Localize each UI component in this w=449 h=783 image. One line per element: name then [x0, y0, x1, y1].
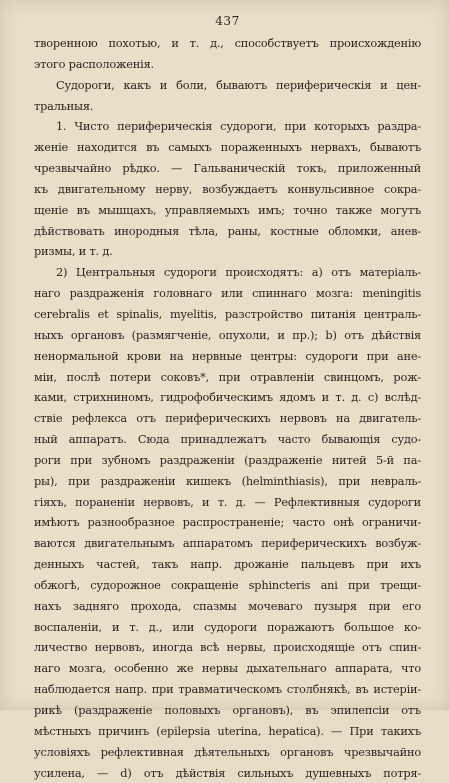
- text-line: условіяхъ рефлективная дѣятельныхъ органовъ чрезвычайно: [34, 744, 421, 759]
- text-line: нахъ задняго прохода, спазмы мочеваго пузыря при его: [34, 598, 421, 613]
- text-line: обжогѣ, судорожное сокращеніе sphincteris ani при трещи-: [34, 577, 421, 592]
- text-line: ками, стрихниномъ, гидрофобическимъ ядомъ и т. д. c) вслѣд-: [34, 390, 421, 405]
- text-line: ныхъ органовъ (размягченіе, опухоли, и пр.); b) отъ дѣйствія: [34, 327, 421, 342]
- text-line: имѣютъ разнообразное распространеніе; часто онѣ ограничи-: [34, 515, 421, 530]
- text-line: къ двигательному нерву, возбуждаетъ конвульсивное сокра-: [34, 181, 421, 196]
- text-line: наго раздраженія головнаго или спиннаго мозга: meningitis: [34, 286, 421, 301]
- text-line: Судороги, какъ и боли, бываютъ периферическія и цен-: [56, 77, 421, 92]
- text-line: ствіе рефлекса отъ периферическихъ нервовъ на двигатель-: [34, 411, 421, 426]
- text-line: мѣстныхъ причинъ (epilepsia uterina, hepatica). — При такихъ: [34, 723, 421, 738]
- text-line: личество нервовъ, иногда всѣ нервы, происходящіе отъ спин-: [34, 640, 421, 655]
- body-text: [34, 33, 421, 783]
- text-line: ризмы, и т. д.: [34, 244, 113, 259]
- text-line: рикѣ (раздраженіе половыхъ органовъ), въ эпилепсіи отъ: [34, 703, 421, 717]
- text-line: женіе находится въ самыхъ пораженныхъ нервахъ, бываютъ: [34, 140, 421, 155]
- text-line: гіяхъ, пораненіи нервовъ, и т. д. — Рефлективныя судороги: [34, 494, 421, 509]
- text-line: ный аппаратъ. Сюда принадлежатъ часто бывающія судо-: [34, 432, 421, 447]
- text-line: дѣйствовать инородныя тѣла, раны, костные обломки, анев-: [34, 223, 421, 238]
- text-line: cerebralis et spinalis, myelitis, разстройство питанія централь-: [34, 306, 421, 321]
- text-line: наблюдается напр. при травматическомъ столбнякѣ, въ истеріи-: [34, 682, 421, 697]
- text-line: ры), при раздраженіи кишекъ (helminthiasis), при невраль-: [34, 473, 421, 488]
- text-line: творенною похотью, и т. д., способствуетъ происхожденію: [34, 36, 421, 50]
- text-line: ваются двигательнымъ аппаратомъ периферическихъ возбуж-: [34, 536, 421, 551]
- page-number: 437: [215, 14, 240, 28]
- text-line: 1. Чисто периферическія судороги, при которыхъ раздра-: [56, 119, 421, 134]
- text-line: міи, послѣ потери соковъ*, при отравленіи свинцомъ, рож-: [34, 369, 421, 384]
- text-line: денныхъ частей, такъ напр. дрожаніе пальцевъ при ихъ: [34, 557, 421, 572]
- text-line: этого расположенія.: [34, 56, 154, 71]
- text-line: чрезвычайно рѣдко. — Гальваническій токъ, приложенный: [34, 161, 421, 176]
- text-line: наго мозга, особенно же нервы дыхательнаго аппарата, что: [34, 661, 421, 676]
- text-line: 2) Центральныя судороги происходятъ: a) отъ матеріаль-: [56, 265, 421, 280]
- text-line: роги при зубномъ раздраженіи (раздраженіе нитей 5-й па-: [34, 452, 421, 467]
- text-line: щеніе въ мышцахъ, управляемыхъ имъ; точно также могутъ: [34, 202, 421, 217]
- text-line: усилена, — d) отъ дѣйствія сильныхъ душевныхъ потря-: [34, 765, 421, 780]
- text-line: ненормальной крови на нервные центры: судороги при ане-: [34, 348, 421, 363]
- text-line: тральныя.: [34, 98, 94, 113]
- text-line: воспаленіи, и т. д., или судороги поражаютъ большое ко-: [34, 619, 421, 634]
